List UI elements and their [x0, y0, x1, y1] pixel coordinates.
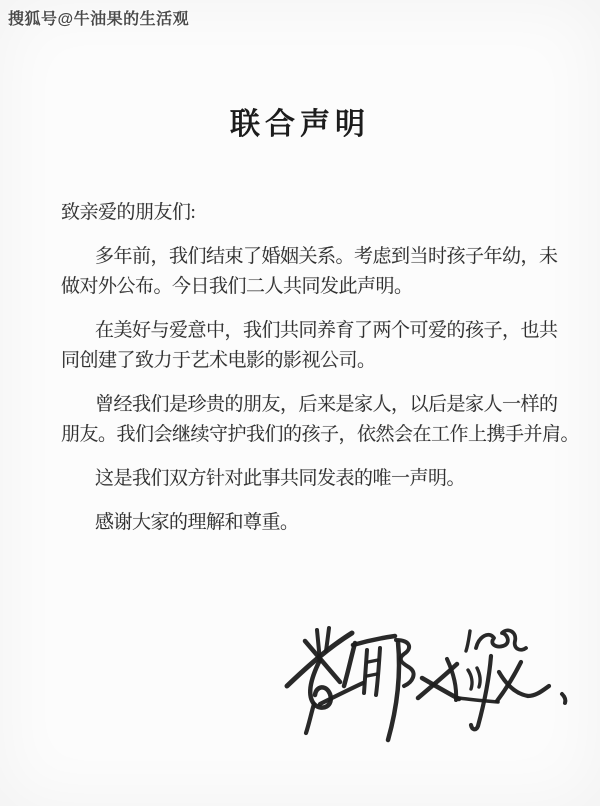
- paragraph-5: [61, 508, 548, 538]
- paragraph-4-line-1: 这是我们双方针对此事共同发表的唯一声明。: [95, 468, 466, 489]
- paragraph-5-line-1: 感谢大家的理解和尊重。: [95, 512, 299, 533]
- signature-trailing-dot: [562, 694, 565, 703]
- paragraph-3-line-1: 曾经我们是珍贵的朋友，后来是家人，以后是家人一样的: [95, 394, 558, 415]
- salutation-line: 致亲爱的朋友们:: [61, 202, 196, 223]
- paragraph-2: [61, 316, 558, 376]
- paragraph-3: [61, 390, 580, 450]
- paragraph-2-line-1: 在美好与爱意中，我们共同养育了两个可爱的孩子，也共: [95, 320, 558, 341]
- paragraph-4: [61, 464, 548, 494]
- statement-body: [61, 198, 580, 552]
- paragraph-3-line-2: 朋友。我们会继续守护我们的孩子，依然会在工作上携手并肩。: [61, 424, 580, 445]
- handwritten-signatures: [270, 598, 590, 753]
- signature-second-name: [418, 630, 549, 729]
- salutation-paragraph: [61, 198, 548, 228]
- signature-first-name: [287, 628, 414, 740]
- signature-svg: [270, 598, 590, 753]
- paragraph-1-line-2: 做对外公布。今日我们二人共同发此声明。: [61, 276, 413, 297]
- sohu-account-watermark: 搜狐号@牛油果的生活观: [8, 11, 190, 28]
- paragraph-2-line-2: 同创建了致力于艺术电影的影视公司。: [61, 350, 376, 371]
- paragraph-1: [61, 242, 558, 302]
- statement-title: 联合声明: [230, 108, 370, 141]
- paragraph-1-line-1: 多年前，我们结束了婚姻关系。考虑到当时孩子年幼，未: [95, 246, 558, 267]
